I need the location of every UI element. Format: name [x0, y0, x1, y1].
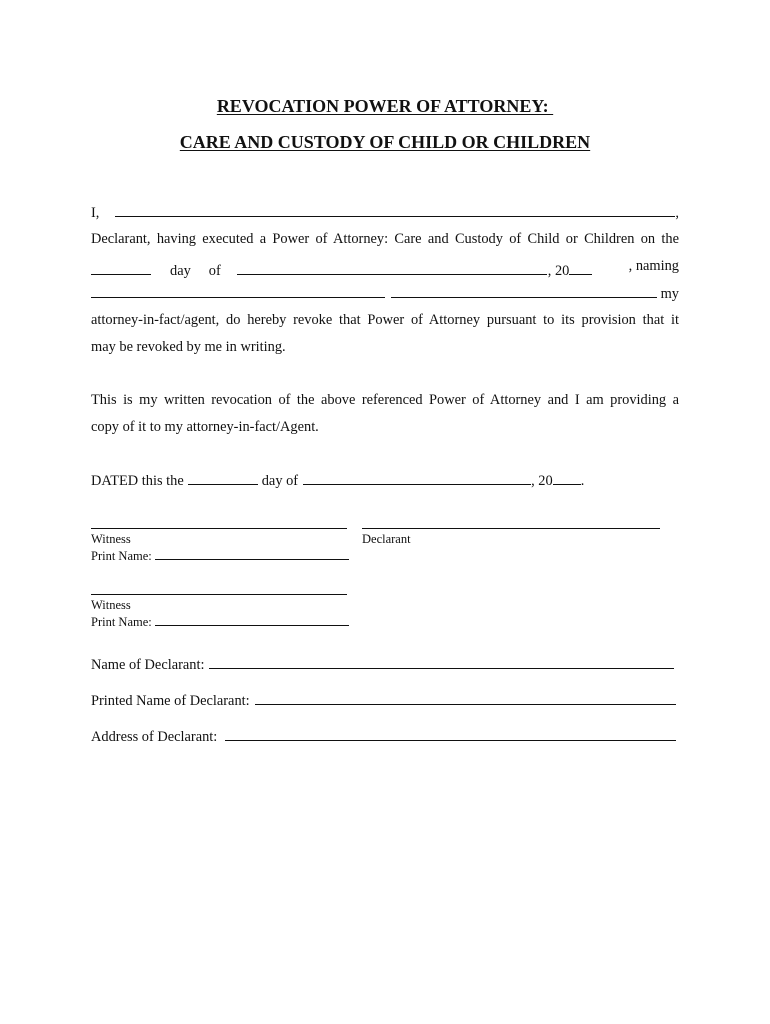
agent-second-blank[interactable] — [391, 285, 657, 298]
declarant-name-line — [91, 204, 679, 222]
witness2-print-label: Print Name: — [91, 615, 152, 629]
execution-of-word: of — [208, 263, 221, 279]
name-of-declarant-label: Name of Declarant: — [91, 657, 205, 673]
dated-day-of: day of — [261, 473, 299, 489]
address-field — [91, 728, 676, 746]
witness2-print-name — [91, 614, 349, 629]
witness1-print-label: Print Name: — [91, 549, 152, 563]
document-title: REVOCATION POWER OF ATTORNEY: — [216, 96, 554, 116]
address-blank[interactable] — [225, 728, 676, 741]
printed-name-label: Printed Name of Declarant: — [91, 693, 250, 709]
document-subtitle: CARE AND CUSTODY OF CHILD OR CHILDREN — [179, 132, 591, 152]
dated-period: . — [580, 473, 585, 489]
witness2-signature-line[interactable] — [91, 594, 347, 595]
declarant-comma: , — [675, 205, 679, 221]
printed-name-blank[interactable] — [255, 692, 676, 705]
execution-day-word: day — [170, 263, 191, 279]
dated-year-prefix: , 20 — [531, 473, 553, 489]
revoke-line: attorney-in-fact/agent, do hereby revoke that Power of Attorney pursuant to its provision that it — [91, 312, 679, 328]
name-of-declarant-blank[interactable] — [209, 656, 674, 669]
name-of-declarant-field — [91, 656, 674, 674]
witness2-print-blank[interactable] — [155, 614, 349, 626]
dated-day-blank[interactable] — [188, 472, 258, 485]
execution-day-blank[interactable] — [91, 262, 151, 275]
declarant-name-blank[interactable] — [115, 204, 675, 217]
dated-month-blank[interactable] — [303, 472, 531, 485]
revoke-writing-line: may be revoked by me in writing. — [91, 339, 286, 355]
copy-line: copy of it to my attorney-in-fact/Agent. — [91, 419, 319, 435]
dated-year-blank[interactable] — [553, 472, 581, 485]
execution-year-prefix: , 20 — [547, 263, 570, 279]
execution-month-blank[interactable] — [237, 262, 547, 275]
witness2-label: Witness — [91, 598, 131, 612]
witness1-print-blank[interactable] — [155, 548, 349, 560]
dated-line — [91, 472, 679, 490]
declarant-label: Declarant — [362, 532, 411, 546]
declarant-signature-line[interactable] — [362, 528, 660, 529]
witness1-signature-line[interactable] — [91, 528, 347, 529]
written-revocation-line: This is my written revocation of the above referenced Power of Attorney and I am providing a — [91, 392, 679, 408]
witness1-label: Witness — [91, 532, 131, 546]
witness1-print-name — [91, 548, 349, 563]
dated-prefix: DATED this the — [91, 473, 184, 489]
address-label: Address of Declarant: — [91, 729, 218, 745]
naming-word: , naming — [628, 258, 679, 274]
printed-name-field — [91, 692, 676, 710]
agent-my-word: my — [660, 286, 679, 302]
agent-name-line — [91, 285, 679, 303]
execution-date-line — [91, 258, 679, 280]
agent-first-blank[interactable] — [91, 285, 385, 298]
declarant-intro: I, — [91, 205, 100, 221]
declaration-line: Declarant, having executed a Power of Attorney: Care and Custody of Child or Children on the — [91, 231, 679, 247]
execution-year-blank[interactable] — [569, 262, 592, 275]
